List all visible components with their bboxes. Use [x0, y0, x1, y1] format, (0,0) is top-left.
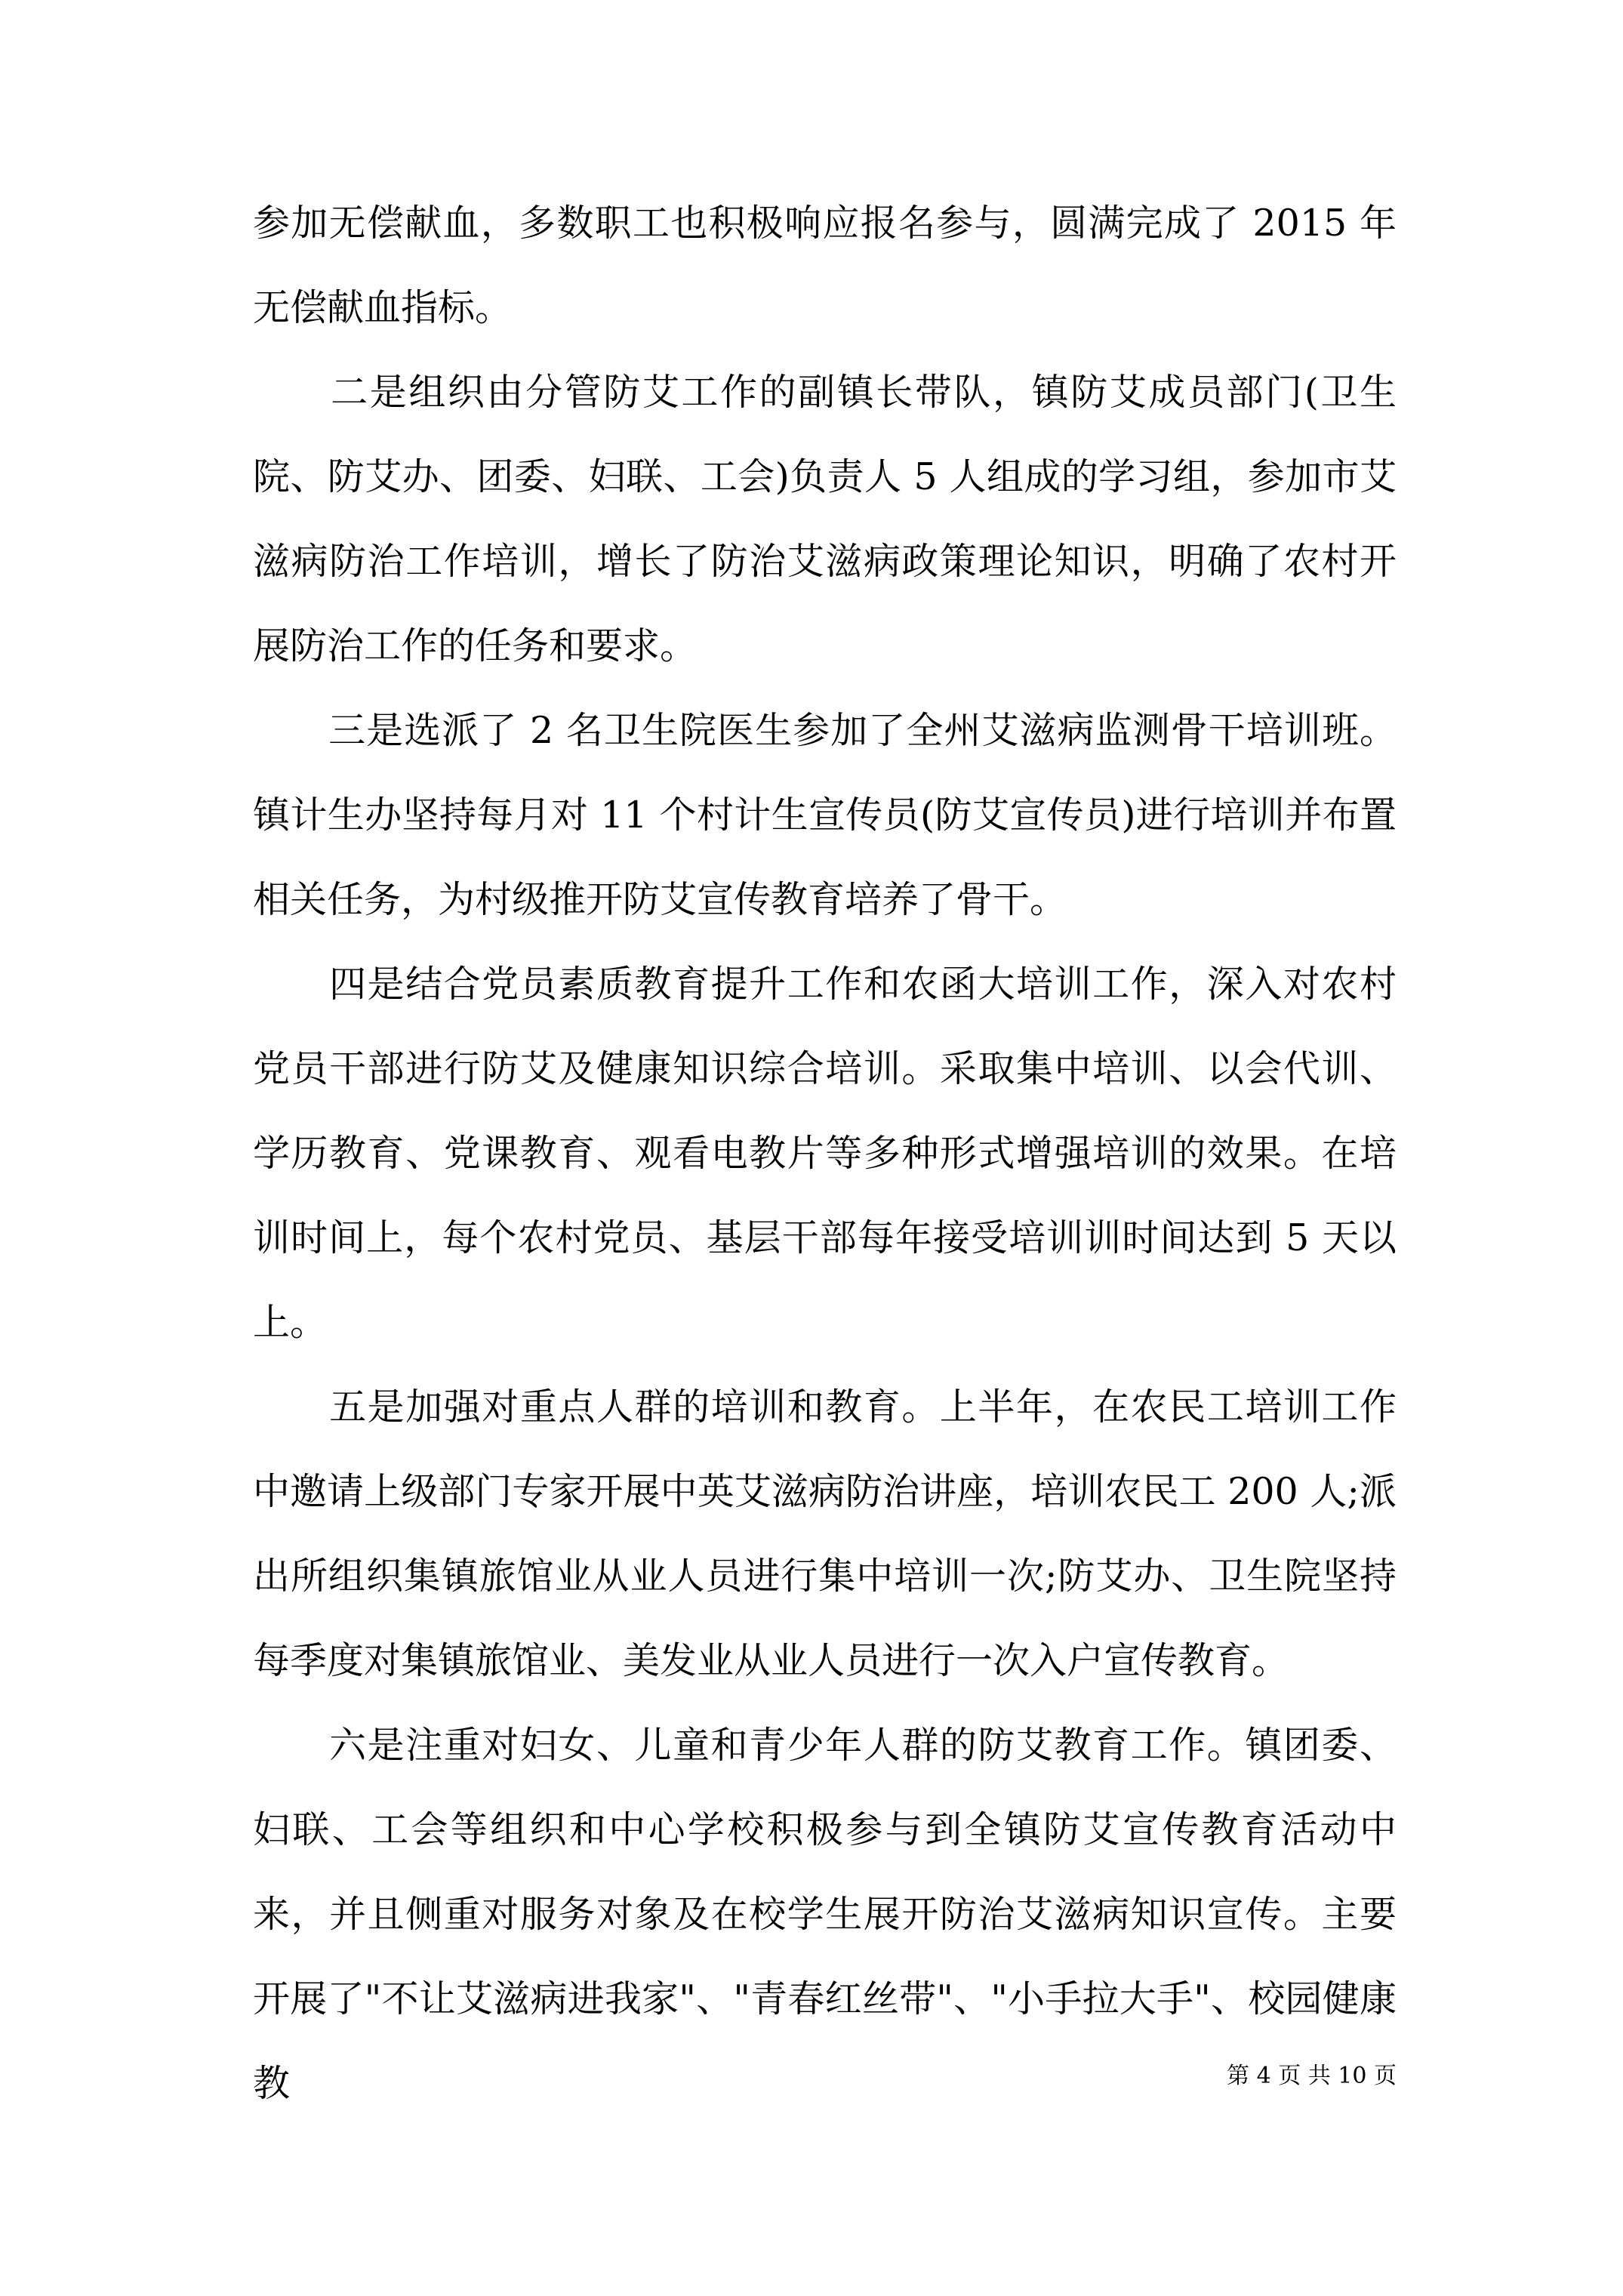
- paragraph-item-three: 三是选派了 2 名卫生院医生参加了全州艾滋病监测骨干培训班。镇计生办坚持每月对 11 个村计生宣传员(防艾宣传员)进行培训并布置相关任务，为村级推开防艾宣传教育培养了骨干。: [253, 709, 1397, 921]
- paragraph-item-five: 五是加强对重点人群的培训和教育。上半年，在农民工培训工作中邀请上级部门专家开展中英艾滋病防治讲座，培训农民工 200 人;派出所组织集镇旅馆业从业人员进行集中培训一次;防艾办、卫生院坚持每季度对集镇旅馆业、美发业从业人员进行一次入户宣传教育。: [253, 1385, 1397, 1682]
- paragraph-blood-donation-end: 参加无偿献血，多数职工也积极响应报名参与，圆满完成了 2015 年无偿献血指标。: [253, 202, 1397, 329]
- document-body: [253, 181, 1397, 2126]
- page-number-footer: 第 4 页 共 10 页: [1227, 2063, 1397, 2089]
- paragraph-item-four: 四是结合党员素质教育提升工作和农函大培训工作，深入对农村党员干部进行防艾及健康知识综合培训。采取集中培训、以会代训、学历教育、党课教育、观看电教片等多种形式增强培训的效果。在培训时间上，每个农村党员、基层干部每年接受培训训时间达到 5 天以上。: [253, 963, 1397, 1344]
- paragraph-item-two: 二是组织由分管防艾工作的副镇长带队，镇防艾成员部门(卫生院、防艾办、团委、妇联、工会)负责人 5 人组成的学习组，参加市艾滋病防治工作培训，增长了防治艾滋病政策理论知识，明确了农村开展防治工作的任务和要求。: [253, 371, 1397, 667]
- paragraph-item-six: 六是注重对妇女、儿童和青少年人群的防艾教育工作。镇团委、妇联、工会等组织和中心学校积极参与到全镇防艾宣传教育活动中来，并且侧重对服务对象及在校学生展开防治艾滋病知识宣传。主要开展了"不让艾滋病进我家"、"青春红丝带"、"小手拉大手"、校园健康教: [253, 1724, 1397, 2105]
